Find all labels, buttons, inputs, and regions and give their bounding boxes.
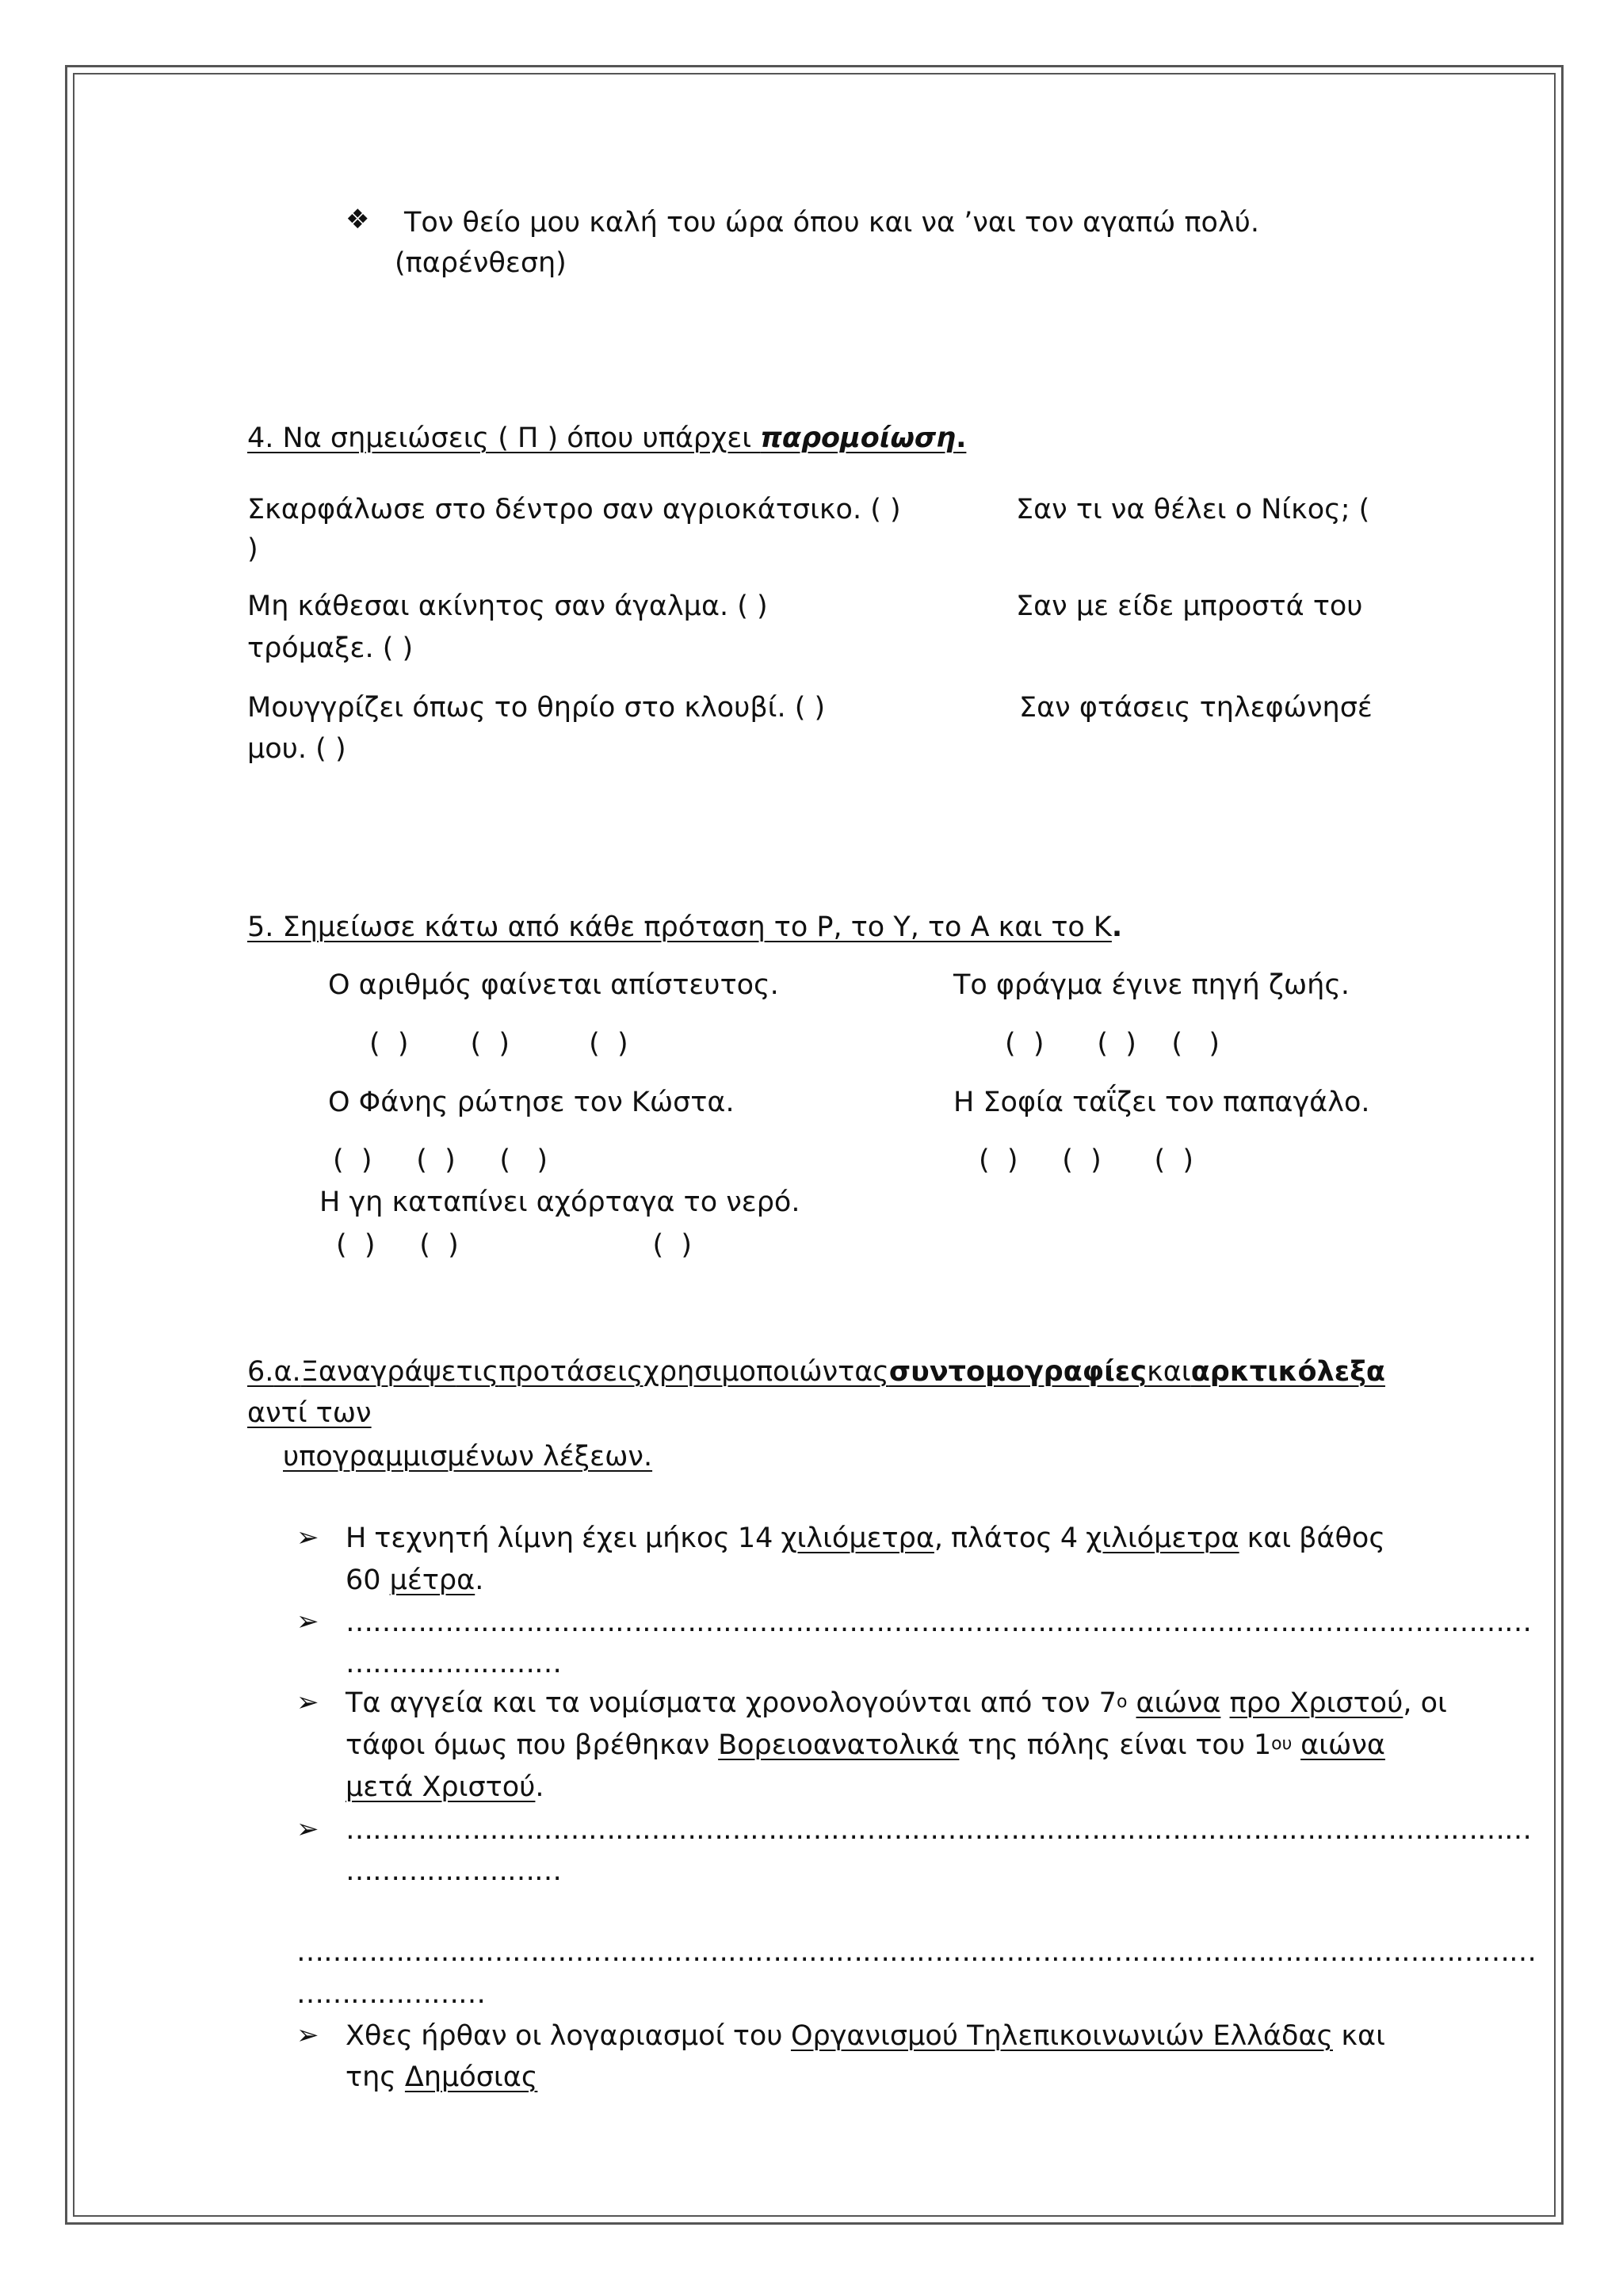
answer-line-1-cont: ……………………: [346, 1648, 561, 1679]
sentence-4: Η Σοφία ταΐζει τον παπαγάλο.: [953, 1087, 1370, 1118]
simile-row-1-cont: ): [247, 533, 258, 565]
item1-line-2: 60 μέτρα.: [346, 1564, 484, 1596]
section5-heading: 5. Σημείωσε κάτω από κάθε πρόταση το Ρ, το Υ, το Α και το Κ.: [247, 911, 1123, 943]
sentence-5-marks: ( ) ( ) ( ): [336, 1229, 693, 1261]
section6-heading-line-2: αντί των: [247, 1397, 372, 1429]
sentence-1: Ο αριθμός φαίνεται απίστευτος.: [328, 969, 779, 1001]
sentence-5: Η γη καταπίνει αχόρταγα το νερό.: [319, 1186, 800, 1218]
item2-line-3: μετά Χριστού.: [346, 1771, 544, 1803]
arrow-bullet-icon: ➢: [296, 1813, 319, 1845]
simile-row-2-left: Μη κάθεσαι ακίνητος σαν άγαλμα. ( ): [247, 590, 768, 622]
arrow-bullet-icon: ➢: [296, 1687, 319, 1718]
item1-line-1: Η τεχνητή λίμνη έχει μήκος 14 χιλιόμετρα, πλάτος 4 χιλιόμετρα και βάθος: [346, 1522, 1385, 1554]
section4-heading: 4. Να σημειώσεις ( Π ) όπου υπάρχει παρομοίωση.: [247, 422, 967, 454]
arrow-bullet-icon: ➢: [296, 1522, 319, 1553]
simile-row-3-cont: μου. ( ): [247, 733, 346, 765]
item3-line-2: της Δημόσιας: [346, 2061, 538, 2093]
page-border-inner: [73, 73, 1556, 2217]
simile-row-2-cont: τρόμαξε. ( ): [247, 632, 414, 664]
section6-heading-line-3: υπογραμμισμένων λέξεων.: [283, 1441, 653, 1473]
item3-line-1: Χθες ήρθαν οι λογαριασμοί του Οργανισμού Τηλεπικοινωνιών Ελλάδας και: [346, 2020, 1385, 2052]
arrow-bullet-icon: ➢: [296, 2019, 319, 2051]
bullet-line-1: Τον θείο μου καλή του ώρα όπου και να ’ναι τον αγαπώ πολύ.: [404, 207, 1260, 239]
simile-row-2-right: Σαν με είδε μπροστά του: [1016, 590, 1363, 622]
simile-row-1-left: Σκαρφάλωσε στο δέντρο σαν αγριοκάτσικο. ( ): [247, 494, 901, 525]
sentence-3: Ο Φάνης ρώτησε τον Κώστα.: [328, 1087, 735, 1118]
item2-line-1: Τα αγγεία και τα νομίσματα χρονολογούνται από τον $7^o$ αιώνα προ Χριστού, οι: [346, 1687, 1447, 1719]
sentence-1-marks: ( ) ( ) ( ): [369, 1028, 628, 1060]
arrow-bullet-icon: ➢: [296, 1606, 319, 1637]
bullet-line-2: (παρένθεση): [395, 247, 567, 279]
sentence-2-marks: ( ) ( ) ( ): [1005, 1028, 1220, 1060]
answer-line-2: ……………………………………………………………………………………………………………………: [346, 1814, 1531, 1846]
item2-line-2: τάφοι όμως που βρέθηκαν Βορειοανατολικά της πόλης είναι του $1^{o\upsilon}$ αιώνα: [346, 1729, 1385, 1761]
sentence-4-marks: ( ) ( ) ( ): [979, 1144, 1194, 1176]
sentence-3-marks: ( ) ( ) ( ): [333, 1144, 548, 1176]
answer-line-3: …………………………………………………………………………………………………………………………: [296, 1936, 1536, 1968]
diamond-bullet-icon: ❖: [346, 204, 370, 235]
sentence-2: Το φράγμα έγινε πηγή ζωής.: [953, 969, 1350, 1001]
answer-line-3-cont: …………………: [296, 1978, 485, 2010]
section6-heading: 6. α. Ξαναγράψε τις προτάσεις χρησιμοποιώντας συντομογραφίες και αρκτικόλεξα: [247, 1356, 1385, 1388]
simile-row-3-left: Μουγγρίζει όπως το θηρίο στο κλουβί. ( ): [247, 692, 826, 724]
simile-row-3-right: Σαν φτάσεις τηλεφώνησέ: [1019, 692, 1373, 724]
answer-line-1: ……………………………………………………………………………………………………………………: [346, 1606, 1531, 1638]
answer-line-2-cont: ……………………: [346, 1855, 561, 1887]
simile-row-1-right: Σαν τι να θέλει ο Νίκος; (: [1016, 494, 1370, 525]
